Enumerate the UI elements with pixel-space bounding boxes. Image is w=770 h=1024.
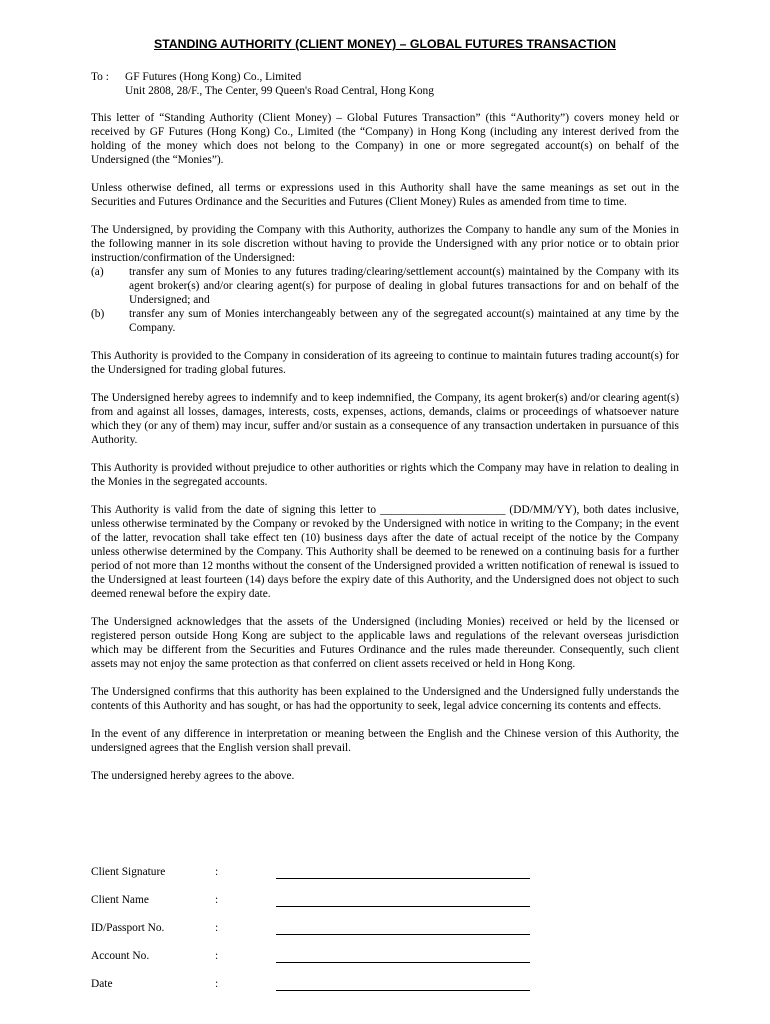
date-field[interactable] (276, 990, 530, 991)
list-item (91, 307, 679, 335)
document-body (91, 70, 679, 797)
client-name-row (91, 894, 541, 922)
paragraph-without-prejudice: This Authority is provided without prejudice to other authorities or rights which the Company may have in relation to dealing in the Monies in the segregated accounts. (91, 462, 679, 488)
field-colon: : (215, 950, 219, 962)
to-label: To : (91, 71, 109, 83)
list-item-label: (b) (91, 308, 105, 320)
addressee-block (91, 70, 679, 98)
addressee-lines (125, 70, 434, 98)
client-signature-field[interactable] (276, 878, 530, 879)
list-item-text: transfer any sum of Monies interchangeably between any of the segregated account(s) maintained at any time by the Company. (129, 308, 679, 334)
field-colon: : (215, 922, 219, 934)
paragraph-agreement: The undersigned hereby agrees to the above. (91, 770, 295, 782)
paragraph-indemnity: The Undersigned hereby agrees to indemnify and to keep indemnified, the Company, its agent broker(s) and/or clearing agent(s) from and against all losses, damages, interests, costs, expenses, actions, demands, claims or proceedings of whatsoever nature which they (or any of them) may incur, suffer and/or sustain as a consequence of any transaction undertaken in pursuance of this Authority. (91, 392, 679, 446)
field-colon: : (215, 894, 219, 906)
document-title: STANDING AUTHORITY (CLIENT MONEY) – GLOBAL FUTURES TRANSACTION (153, 37, 617, 51)
field-colon: : (215, 866, 219, 878)
client-name-label: Client Name (91, 894, 149, 906)
authorization-list (91, 265, 679, 335)
client-name-field[interactable] (276, 906, 530, 907)
client-signature-row (91, 866, 541, 894)
paragraph-overseas-assets: The Undersigned acknowledges that the assets of the Undersigned (including Monies) received or held by the licensed or registered person outside Hong Kong are subject to the applicable laws and regulations of the relevant overseas jurisdiction which may be different from the Securities and Futures Ordinance and the rules made thereunder. Consequently, such client assets may not enjoy the same protection as that conferred on client assets received or held in Hong Kong. (91, 616, 679, 670)
paragraph-authorization: The Undersigned, by providing the Company with this Authority, authorizes the Company to handle any sum of the Monies in the following manner in its sole discretion without having to provide the Undersigned with any prior notice or to obtain prior instruction/confirmation of the Undersigned: (91, 224, 679, 264)
paragraph-confirmation: The Undersigned confirms that this authority has been explained to the Undersigned and the Undersigned fully understands the contents of this Authority and has sought, or has had the opportunity to seek, legal advice concerning its contents and effects. (91, 686, 679, 712)
id-passport-field[interactable] (276, 934, 530, 935)
paragraph-validity: This Authority is valid from the date of signing this letter to ______________________ (DD/MM/YY), both dates inclusive, unless otherwise terminated by the Company or revoked by the Undersigned with notice in writing to the Company; in the event of the latter, revocation shall take effect ten (10) business days after the date of actual receipt of the notice by the Company unless otherwise determined by the Company. This Authority shall be deemed to be renewed on a continuing basis for a further period of not more than 12 months without the consent of the Undersigned provided a written notification of renewal is issued to the Undersigned at least fourteen (14) days before the expiry date of this Authority, and the Undersigned does not object to such deemed renewal before the expiry date. (91, 504, 679, 600)
signature-block (91, 866, 541, 1006)
list-item (91, 265, 679, 307)
field-colon: : (215, 978, 219, 990)
client-signature-label: Client Signature (91, 866, 166, 878)
list-item-label: (a) (91, 266, 104, 278)
date-row (91, 978, 541, 1006)
paragraph-definitions: Unless otherwise defined, all terms or expressions used in this Authority shall have the same meanings as set out in the Securities and Futures Ordinance and the Securities and Futures (Client Money) Rules as amended from time to time. (91, 182, 679, 208)
date-label: Date (91, 978, 113, 990)
account-number-label: Account No. (91, 950, 150, 962)
list-item-text: transfer any sum of Monies to any futures trading/clearing/settlement account(s) maintained by the Company with its agent broker(s) and/or clearing agent(s) for purpose of dealing in global futures transactions for and on behalf of the Undersigned; and (129, 266, 679, 306)
account-number-row (91, 950, 541, 978)
addressee-address: Unit 2808, 28/F., The Center, 99 Queen's Road Central, Hong Kong (125, 85, 434, 97)
paragraph-scope: This letter of “Standing Authority (Client Money) – Global Futures Transaction” (this “Authority”) covers money held or received by GF Futures (Hong Kong) Co., Limited (the “Company) in Hong Kong (including any interest derived from the holding of the money which does not belong to the Company) in one or more segregated account(s) on behalf of the Undersigned (the “Monies”). (91, 112, 679, 166)
paragraph-consideration: This Authority is provided to the Company in consideration of its agreeing to continue to maintain futures trading account(s) for the Undersigned for trading global futures. (91, 350, 679, 376)
id-passport-row (91, 922, 541, 950)
id-passport-label: ID/Passport No. (91, 922, 165, 934)
account-number-field[interactable] (276, 962, 530, 963)
addressee-company: GF Futures (Hong Kong) Co., Limited (125, 71, 302, 83)
paragraph-language: In the event of any difference in interpretation or meaning between the English and the Chinese version of this Authority, the undersigned agrees that the English version shall prevail. (91, 728, 679, 754)
